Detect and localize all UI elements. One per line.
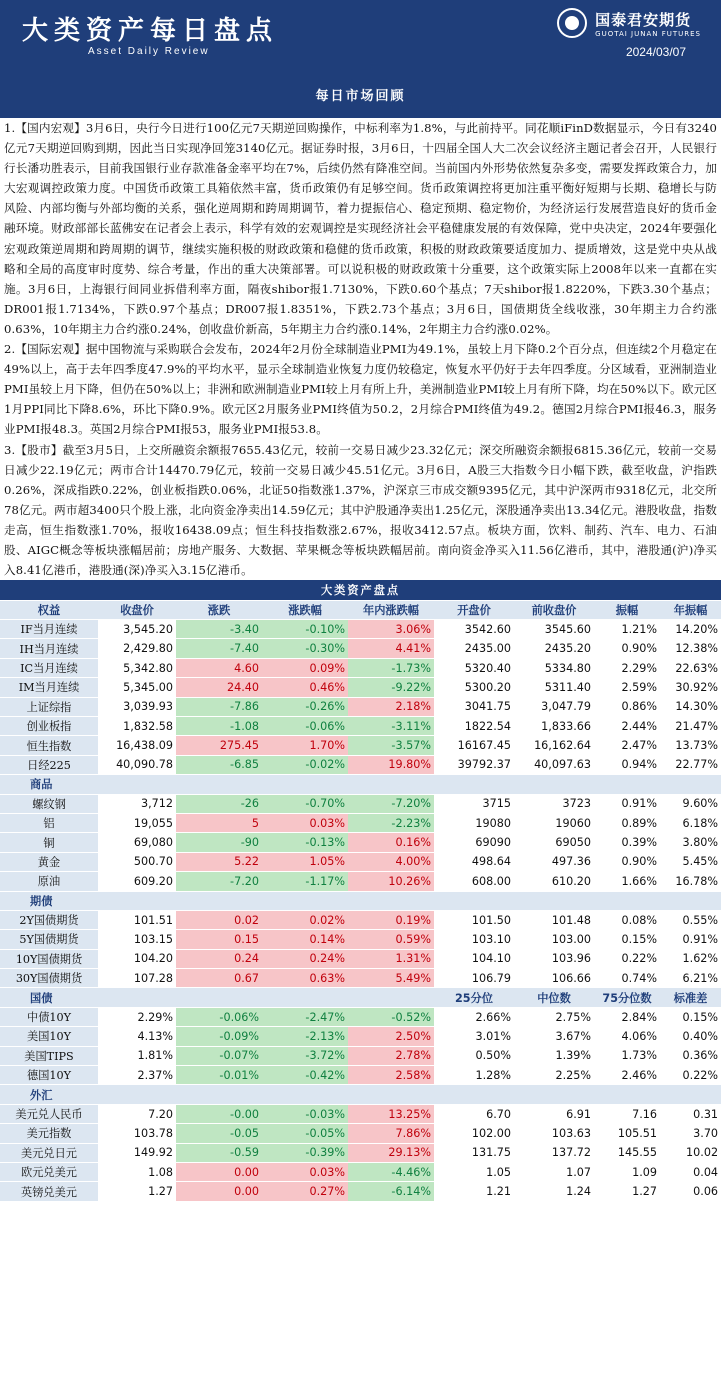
cell: 3542.60: [434, 620, 514, 639]
cell: -6.14%: [348, 1182, 434, 1201]
cell: 0.16%: [348, 833, 434, 852]
market-review: [0, 118, 721, 580]
row-name: 美元兑人民币: [0, 1104, 98, 1123]
cell: 6.70: [434, 1104, 514, 1123]
cell: 9.60%: [660, 794, 721, 813]
cell: 0.00: [176, 1182, 262, 1201]
cell: 2.37%: [98, 1066, 176, 1085]
cell: 2.18%: [348, 697, 434, 716]
table-row: [0, 794, 721, 813]
cell: 14.30%: [660, 697, 721, 716]
cell: -3.57%: [348, 736, 434, 755]
table-row: [0, 755, 721, 774]
cell: 5,342.80: [98, 658, 176, 677]
cell: 3.80%: [660, 833, 721, 852]
cell: 0.19%: [348, 910, 434, 929]
column-header: 年内涨跌幅: [348, 600, 434, 619]
table-row: [0, 1027, 721, 1046]
cell: 5,345.00: [98, 678, 176, 697]
table-row: [0, 1143, 721, 1162]
cell: 3723: [514, 794, 594, 813]
cell: -0.00: [176, 1104, 262, 1123]
cell: 22.63%: [660, 658, 721, 677]
column-header: 权益: [0, 600, 98, 619]
cell: 608.00: [434, 872, 514, 891]
row-name: 10Y国债期货: [0, 949, 98, 968]
cell: 106.66: [514, 969, 594, 988]
cell: 30.92%: [660, 678, 721, 697]
cell: 2.47%: [594, 736, 660, 755]
table-row: [0, 1182, 721, 1201]
cell: 3041.75: [434, 697, 514, 716]
table-row: [0, 736, 721, 755]
cell: -1.08: [176, 717, 262, 736]
table-header-row: [0, 600, 721, 619]
column-header: 25分位: [434, 988, 514, 1007]
cell: 40,097.63: [514, 755, 594, 774]
cell: 0.55%: [660, 910, 721, 929]
cell: 101.48: [514, 910, 594, 929]
row-name: 英镑兑美元: [0, 1182, 98, 1201]
row-name: 5Y国债期货: [0, 930, 98, 949]
cell: 3.67%: [514, 1027, 594, 1046]
cell: 4.60: [176, 658, 262, 677]
cell: 1.21%: [594, 620, 660, 639]
table-row: [0, 697, 721, 716]
cell: 1.09: [594, 1162, 660, 1181]
row-name: 螺纹钢: [0, 794, 98, 813]
cell: 1.05: [434, 1162, 514, 1181]
row-name: 2Y国债期货: [0, 910, 98, 929]
column-header: 开盘价: [434, 600, 514, 619]
table-row: [0, 1162, 721, 1181]
cell: 4.13%: [98, 1027, 176, 1046]
table-row: [0, 1007, 721, 1026]
cell: -0.42%: [262, 1066, 348, 1085]
cell: 1.81%: [98, 1046, 176, 1065]
cell: 7.16: [594, 1104, 660, 1123]
cell: 5334.80: [514, 658, 594, 677]
table-row: [0, 833, 721, 852]
brand-name-cn: 国泰君安期货: [595, 10, 692, 29]
cell: 497.36: [514, 852, 594, 871]
group-label: 商品: [0, 775, 721, 794]
cell: 19.80%: [348, 755, 434, 774]
cell: -0.06%: [262, 717, 348, 736]
cell: -0.02%: [262, 755, 348, 774]
row-name: 上证综指: [0, 697, 98, 716]
column-header: 标准差: [660, 988, 721, 1007]
row-name: 铜: [0, 833, 98, 852]
table-row: [0, 678, 721, 697]
cell: 0.24: [176, 949, 262, 968]
cell: 102.00: [434, 1124, 514, 1143]
cell: 69,080: [98, 833, 176, 852]
column-header: 75分位数: [594, 988, 660, 1007]
cell: 2,429.80: [98, 639, 176, 658]
cell: 609.20: [98, 872, 176, 891]
cell: 0.36%: [660, 1046, 721, 1065]
cell: 2.46%: [594, 1066, 660, 1085]
cell: -6.85: [176, 755, 262, 774]
cell: 1.27: [98, 1182, 176, 1201]
cell: -7.86: [176, 697, 262, 716]
cell: 3.06%: [348, 620, 434, 639]
cell: 4.00%: [348, 852, 434, 871]
cell: 0.22%: [660, 1066, 721, 1085]
cell: 1822.54: [434, 717, 514, 736]
cell: -0.26%: [262, 697, 348, 716]
cell: -2.13%: [262, 1027, 348, 1046]
cell: 4.41%: [348, 639, 434, 658]
cell: 3,545.20: [98, 620, 176, 639]
table-row: [0, 813, 721, 832]
report-header: [0, 0, 721, 75]
cell: -0.09%: [176, 1027, 262, 1046]
column-header: 年振幅: [660, 600, 721, 619]
cell: 498.64: [434, 852, 514, 871]
cell: 5.22: [176, 852, 262, 871]
row-name: 30Y国债期货: [0, 969, 98, 988]
cell: 12.38%: [660, 639, 721, 658]
cell: -2.23%: [348, 813, 434, 832]
cell: 1.21: [434, 1182, 514, 1201]
row-name: 黄金: [0, 852, 98, 871]
cell: 1.07: [514, 1162, 594, 1181]
cell: 0.00: [176, 1162, 262, 1181]
row-name: 创业板指: [0, 717, 98, 736]
column-header: 中位数: [514, 988, 594, 1007]
cell: 104.10: [434, 949, 514, 968]
table-row: [0, 1104, 721, 1123]
cell: 7.20: [98, 1104, 176, 1123]
cell: 5311.40: [514, 678, 594, 697]
cell: -9.22%: [348, 678, 434, 697]
paragraph-stock-market: 3.【股市】截至3月5日，上交所融资余额报7655.43亿元，较前一交易日减少23.32亿元；深交所融资余额报6815.36亿元，较前一交易日减少22.19亿元；两市合计14470.79亿元，较前一交易日减少45.51亿元。3月6日，A股三大指数今日小幅下跌，截至收盘，沪指跌0.26%，深成指跌0.22%，创业板指跌0.06%，北证50指数涨1.37%，沪深京三市成交额9395亿元，其中沪深两市9318亿元，北交所78亿元。两市超3400只个股上涨，北向资金净卖出14.59亿元；其中沪股通净卖出1.25亿元，深股通净卖出13.34亿元。港股收盘，指数走高，恒生指数涨1.70%，报收16438.09点；恒生科技指数涨2.67%，报收3412.57点。板块方面，饮料、制药、汽车、电力、石油股、AIGC概念等板块涨幅居前；房地产服务、大数据、苹果概念等板块跌幅居前。南向资金净买入11.56亿港币，其中，港股通(沪)净买入8.41亿港币，港股通(深)净买入3.15亿港币。: [4, 442, 717, 578]
cell: 5320.40: [434, 658, 514, 677]
cell: 13.73%: [660, 736, 721, 755]
cell: 0.27%: [262, 1182, 348, 1201]
cell: 3,047.79: [514, 697, 594, 716]
cell: 104.20: [98, 949, 176, 968]
cell: 39792.37: [434, 755, 514, 774]
table-row: [0, 930, 721, 949]
paragraph-domestic-macro: 1.【国内宏观】3月6日，央行今日进行100亿元7天期逆回购操作，中标利率为1.8%，与此前持平。同花顺iFinD数据显示，今日有3240亿元7天期逆回购到期，因此当日实现净回笼3140亿元。据证券时报，3月6日，十四届全国人大二次会议经济主题记者会召开，人民银行行长潘功胜表示，目前我国银行业存款准备金率平均在7%，后续仍然有降准空间。当前国内外形势依然复杂多变，需要发挥政策合力，加大宏观调控政策力度。中国货币政策工具箱依然丰富，货币政策仍有足够空间。货币政策调控将更加注重平衡好短期与长期、稳增长与防风险、内部均衡与外部均衡的关系，强化逆周期和跨周期调节，着力提振信心、稳定预期、稳定物价，为经济运行发展营造良好的货币金融环境。财政部部长蓝佛安在记者会上表示，科学有效的宏观调控是实现经济社会平稳健康发展的有效保障，党中央决定，2024年要强化宏观政策逆周期和跨周期的调节，继续实施积极的财政政策和稳健的货币政策，积极的财政政策要适度加力、提质增效，这是党中央从战略和全局的高度审时度势、综合考量，作出的重大决策部署。可以说积极的财政政策十分重要，这个政策实际上2008年以来一直都在实施。3月6日，上海银行间同业拆借利率方面，隔夜shibor报1.7130%，下跌0.60个基点；7天shibor报1.8220%，下跌3.30个基点；DR001报1.7134%，下跌0.97个基点；DR007报1.8351%，下跌2.73个基点；3月6日，国债期货全线收涨，30年期主力合约涨0.63%，10年期主力合约涨0.24%，创收盘价新高，5年期主力合约涨0.14%，2年期主力合约涨0.02%。: [4, 121, 717, 336]
cell: 22.77%: [660, 755, 721, 774]
column-header: 前收盘价: [514, 600, 594, 619]
row-name: IC当月连续: [0, 658, 98, 677]
table-row: [0, 872, 721, 891]
row-name: IH当月连续: [0, 639, 98, 658]
cell: -2.47%: [262, 1007, 348, 1026]
cell: -7.20%: [348, 794, 434, 813]
cell: 3,039.93: [98, 697, 176, 716]
cell: 29.13%: [348, 1143, 434, 1162]
cell: -0.39%: [262, 1143, 348, 1162]
group-label: 外汇: [0, 1085, 721, 1104]
cell: 2.59%: [594, 678, 660, 697]
group-label: 国债: [0, 988, 434, 1007]
row-name: 美元兑日元: [0, 1143, 98, 1162]
cell: -26: [176, 794, 262, 813]
cell: 2.84%: [594, 1007, 660, 1026]
column-header: 涨跌: [176, 600, 262, 619]
cell: 1.08: [98, 1162, 176, 1181]
cell: 0.15: [176, 930, 262, 949]
row-name: 恒生指数: [0, 736, 98, 755]
asset-table: [0, 580, 721, 1202]
cell: 0.40%: [660, 1027, 721, 1046]
cell: 1.62%: [660, 949, 721, 968]
cell: 14.20%: [660, 620, 721, 639]
column-header: 振幅: [594, 600, 660, 619]
cell: 0.90%: [594, 639, 660, 658]
cell: 13.25%: [348, 1104, 434, 1123]
cell: -7.20: [176, 872, 262, 891]
row-name: 铝: [0, 813, 98, 832]
cell: 0.04: [660, 1162, 721, 1181]
table-row: [0, 1046, 721, 1065]
cell: 19,055: [98, 813, 176, 832]
cell: 3.70: [660, 1124, 721, 1143]
cell: -3.40: [176, 620, 262, 639]
row-name: 美国TIPS: [0, 1046, 98, 1065]
cell: 24.40: [176, 678, 262, 697]
cell: 0.46%: [262, 678, 348, 697]
cell: 2.29%: [98, 1007, 176, 1026]
cell: 0.22%: [594, 949, 660, 968]
report-date: 2024/03/07: [625, 45, 686, 59]
brand-logo: [557, 8, 701, 38]
cell: 101.50: [434, 910, 514, 929]
cell: 103.10: [434, 930, 514, 949]
cell: -0.13%: [262, 833, 348, 852]
cell: -3.72%: [262, 1046, 348, 1065]
cell: 2.66%: [434, 1007, 514, 1026]
cell: 610.20: [514, 872, 594, 891]
cell: 1.70%: [262, 736, 348, 755]
cell: 1.39%: [514, 1046, 594, 1065]
group-row: [0, 988, 721, 1007]
table-row: [0, 717, 721, 736]
cell: 103.15: [98, 930, 176, 949]
cell: 0.02: [176, 910, 262, 929]
brand-name-en: GUOTAI JUNAN FUTURES: [595, 29, 701, 38]
row-name: 日经225: [0, 755, 98, 774]
table-row: [0, 852, 721, 871]
cell: 16.78%: [660, 872, 721, 891]
report-title: 大类资产每日盘点: [22, 16, 279, 46]
group-row: [0, 1085, 721, 1104]
cell: 5.45%: [660, 852, 721, 871]
cell: -0.01%: [176, 1066, 262, 1085]
cell: -0.52%: [348, 1007, 434, 1026]
cell: 7.86%: [348, 1124, 434, 1143]
cell: -1.73%: [348, 658, 434, 677]
cell: -7.40: [176, 639, 262, 658]
cell: 1.73%: [594, 1046, 660, 1065]
cell: 40,090.78: [98, 755, 176, 774]
cell: 0.89%: [594, 813, 660, 832]
cell: 3.01%: [434, 1027, 514, 1046]
cell: 1.24: [514, 1182, 594, 1201]
cell: 5300.20: [434, 678, 514, 697]
cell: -0.03%: [262, 1104, 348, 1123]
cell: 0.09%: [262, 658, 348, 677]
column-header: 收盘价: [98, 600, 176, 619]
cell: 2435.20: [514, 639, 594, 658]
cell: 0.67: [176, 969, 262, 988]
row-name: 欧元兑美元: [0, 1162, 98, 1181]
cell: 6.91: [514, 1104, 594, 1123]
cell: 2.25%: [514, 1066, 594, 1085]
cell: 1.05%: [262, 852, 348, 871]
cell: 0.03%: [262, 1162, 348, 1181]
cell: 2.29%: [594, 658, 660, 677]
cell: 5: [176, 813, 262, 832]
cell: 1.28%: [434, 1066, 514, 1085]
table-row: [0, 1124, 721, 1143]
cell: 0.06: [660, 1182, 721, 1201]
cell: 103.78: [98, 1124, 176, 1143]
cell: 0.91%: [594, 794, 660, 813]
cell: 0.15%: [660, 1007, 721, 1026]
cell: 1.66%: [594, 872, 660, 891]
cell: 0.86%: [594, 697, 660, 716]
cell: 69050: [514, 833, 594, 852]
cell: 101.51: [98, 910, 176, 929]
cell: -0.10%: [262, 620, 348, 639]
cell: 69090: [434, 833, 514, 852]
section-title: 每日市场回顾: [0, 75, 721, 118]
cell: -1.17%: [262, 872, 348, 891]
cell: 107.28: [98, 969, 176, 988]
brand-logo-icon: [557, 8, 587, 38]
table-row: [0, 639, 721, 658]
row-name: 中债10Y: [0, 1007, 98, 1026]
cell: 3,712: [98, 794, 176, 813]
cell: 0.63%: [262, 969, 348, 988]
cell: 2.58%: [348, 1066, 434, 1085]
table-row: [0, 620, 721, 639]
cell: 145.55: [594, 1143, 660, 1162]
cell: -0.06%: [176, 1007, 262, 1026]
cell: 137.72: [514, 1143, 594, 1162]
row-name: 美元指数: [0, 1124, 98, 1143]
row-name: IM当月连续: [0, 678, 98, 697]
cell: 6.18%: [660, 813, 721, 832]
cell: 3545.60: [514, 620, 594, 639]
cell: 0.59%: [348, 930, 434, 949]
cell: 10.26%: [348, 872, 434, 891]
table-row: [0, 1066, 721, 1085]
cell: 0.08%: [594, 910, 660, 929]
paragraph-international-macro: 2.【国际宏观】据中国物流与采购联合会发布，2024年2月份全球制造业PMI为49.1%，虽较上月下降0.2个百分点，但连续2个月稳定在49%以上，高于去年四季度47.9%的平均水平，显示全球制造业恢复力度仍较稳定，恢复水平仍好于去年四季度。分区域看，亚洲制造业PMI虽较上月下降，但仍在50%以上；非洲和欧洲制造业PMI较上月有所上升，美洲制造业PMI较上月有所下降，均在50%以下。欧元区1月PPI同比下降8.6%，环比下降0.9%。欧元区2月服务业PMI终值为50.2，2月综合PMI终值为49.2。德国2月综合PMI报46.3，服务业PMI报48.3。英国2月综合PMI报53，服务业PMI报53.8。: [4, 342, 717, 437]
table-title: 大类资产盘点: [0, 580, 721, 600]
row-name: 美国10Y: [0, 1027, 98, 1046]
cell: -90: [176, 833, 262, 852]
cell: 16,438.09: [98, 736, 176, 755]
cell: 2.50%: [348, 1027, 434, 1046]
table-row: [0, 949, 721, 968]
cell: 16167.45: [434, 736, 514, 755]
cell: -0.05: [176, 1124, 262, 1143]
cell: 0.91%: [660, 930, 721, 949]
cell: 3715: [434, 794, 514, 813]
cell: 16,162.64: [514, 736, 594, 755]
cell: 10.02: [660, 1143, 721, 1162]
cell: 19060: [514, 813, 594, 832]
cell: 1.31%: [348, 949, 434, 968]
cell: -3.11%: [348, 717, 434, 736]
table-row: [0, 910, 721, 929]
cell: 2.75%: [514, 1007, 594, 1026]
row-name: 德国10Y: [0, 1066, 98, 1085]
row-name: IF当月连续: [0, 620, 98, 639]
cell: 131.75: [434, 1143, 514, 1162]
cell: -0.70%: [262, 794, 348, 813]
cell: 0.31: [660, 1104, 721, 1123]
cell: -0.59: [176, 1143, 262, 1162]
cell: -4.46%: [348, 1162, 434, 1181]
group-row: [0, 775, 721, 794]
cell: 0.02%: [262, 910, 348, 929]
cell: 105.51: [594, 1124, 660, 1143]
cell: 103.00: [514, 930, 594, 949]
cell: 1,832.58: [98, 717, 176, 736]
cell: 0.03%: [262, 813, 348, 832]
cell: 2.78%: [348, 1046, 434, 1065]
cell: 0.39%: [594, 833, 660, 852]
cell: 0.15%: [594, 930, 660, 949]
cell: 1.27: [594, 1182, 660, 1201]
cell: -0.05%: [262, 1124, 348, 1143]
cell: 0.50%: [434, 1046, 514, 1065]
cell: 2.44%: [594, 717, 660, 736]
cell: 500.70: [98, 852, 176, 871]
cell: 103.96: [514, 949, 594, 968]
cell: 6.21%: [660, 969, 721, 988]
column-header: 涨跌幅: [262, 600, 348, 619]
cell: -0.30%: [262, 639, 348, 658]
cell: 0.74%: [594, 969, 660, 988]
group-label: 期债: [0, 891, 721, 910]
cell: 19080: [434, 813, 514, 832]
table-row: [0, 658, 721, 677]
cell: 106.79: [434, 969, 514, 988]
cell: 1,833.66: [514, 717, 594, 736]
row-name: 原油: [0, 872, 98, 891]
cell: 5.49%: [348, 969, 434, 988]
cell: 0.24%: [262, 949, 348, 968]
table-row: [0, 969, 721, 988]
cell: 4.06%: [594, 1027, 660, 1046]
report-subtitle: Asset Daily Review: [88, 46, 210, 57]
cell: 103.63: [514, 1124, 594, 1143]
group-row: [0, 891, 721, 910]
cell: 21.47%: [660, 717, 721, 736]
cell: 0.90%: [594, 852, 660, 871]
cell: 0.14%: [262, 930, 348, 949]
cell: 2435.00: [434, 639, 514, 658]
cell: 149.92: [98, 1143, 176, 1162]
cell: 275.45: [176, 736, 262, 755]
cell: 0.94%: [594, 755, 660, 774]
cell: -0.07%: [176, 1046, 262, 1065]
